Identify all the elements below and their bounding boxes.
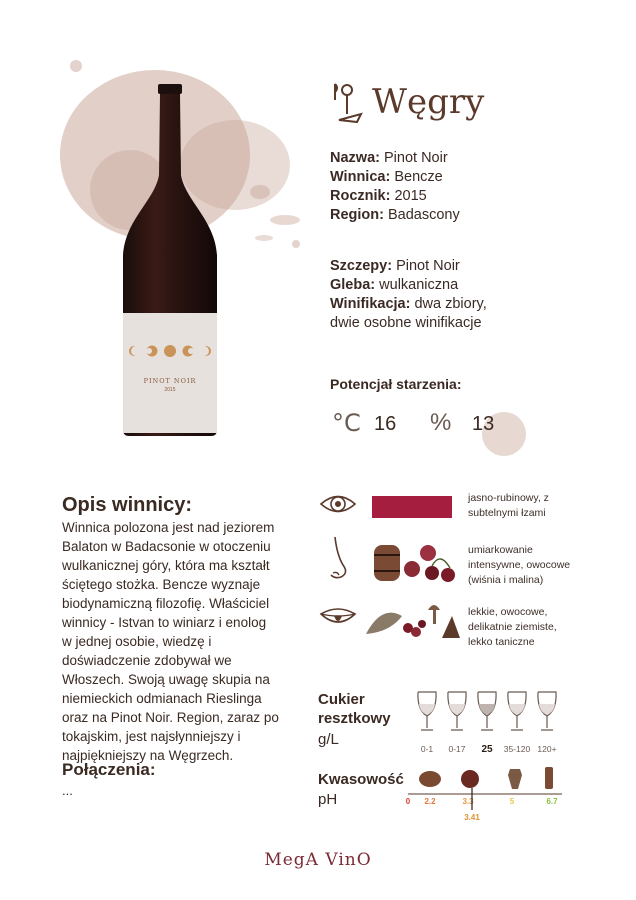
bottle-moon-phases [127,344,213,358]
winifikacja-label: Winifikacja: [330,296,411,312]
color-swatch [372,496,452,518]
alcohol-value: 13 [472,413,495,435]
mouth-icon [318,604,358,630]
brand-logo: MegA VinO [264,850,372,870]
polaczenia-value: ... [62,783,73,798]
desc-line: (wiśnia i malina) [468,574,544,586]
page-title: Węgry [372,82,485,122]
nazwa-label: Nazwa: [330,150,380,166]
acidity-tick-label: 0 [405,797,411,806]
acidity-tick-label: 3.3 [462,797,474,806]
opis-body [62,518,312,765]
desc-line: lekko taniczne [468,636,535,648]
opis-line: najpiękniejszy na Węgrzech. [62,748,234,763]
sugar-title-2: resztkowy [318,710,391,727]
gleba-label: Gleba: [330,277,376,293]
opis-line: Balaton w Badacsonie w otoczeniu [62,539,271,554]
nazwa-value: Pinot Noir [384,150,448,166]
opis-line: winnicy - Istvan to winiarz i enolog [62,615,267,630]
wine-grape-info [330,257,487,333]
rocznik-value: 2015 [394,188,427,204]
acidity-tick-label: 5 [509,797,515,806]
opis-line: Winnica polozona jest nad jeziorem [62,520,275,535]
nose-description [468,543,570,588]
acidity-title: Kwasowość [318,771,404,788]
desc-line: umiarkowanie [468,544,533,556]
bottle-label-year: 2015 [164,387,176,393]
winnica-label: Winnica: [330,169,391,185]
temperature-value: 16 [374,413,397,435]
desc-line: delikatnie ziemiste, [468,621,557,633]
opis-line: tokajskim, jest najsłynniejszy i [62,729,241,744]
acidity-scale [400,788,570,828]
acidity-value: 3.41 [464,813,480,822]
opis-line: Włoszech. Swoją uwagę skupia na [62,672,270,687]
desc-line: jasno-rubinowy, z [468,492,549,504]
opis-line: wulkanicznej góry, która ma kształt [62,558,270,573]
color-description [468,491,549,521]
winnica-value: Bencze [394,169,443,185]
opis-line: oraz na Pinot Noir. Region, zaraz po [62,710,279,725]
nose-icon [325,535,355,585]
eye-icon [318,489,358,519]
sugar-scale-label: 25 [481,744,493,755]
percent-icon: % [430,409,452,436]
sugar-scale-label: 35-120 [503,744,531,754]
aging-title: Potencjał starzenia: [330,376,462,392]
rocznik-label: Rocznik: [330,188,391,204]
desc-line: subtelnymi łzami [468,507,546,519]
sugar-title-1: Cukier [318,691,365,708]
sugar-scale-label: 0-17 [448,744,466,754]
opis-line: niemieckich odmianach Rieslinga [62,691,262,706]
szczepy-label: Szczepy: [330,258,393,274]
acidity-tick-label: 6.7 [546,797,558,806]
opis-line: biodynamiczną filozofię. Właściciel [62,596,270,611]
winifikacja-value-2: dwie osobne winifikacje [330,315,482,331]
sugar-scale [412,690,572,760]
sugar-glass-icon [415,690,439,734]
thermometer-icon: °C [332,409,361,437]
sugar-glass-icon [505,690,529,734]
region-value: Badascony [388,207,460,223]
taste-description [468,605,557,650]
desc-line: intensywne, owocowe [468,559,571,571]
bottle-label-name: PINOT NOIR [143,377,197,385]
opis-line: w jednej osobie, wiedzę i [62,634,212,649]
sugar-title [318,690,391,728]
sugar-unit: g/L [318,731,339,748]
sugar-glass-icon [445,690,469,734]
winifikacja-value: dwa zbiory, [414,296,487,312]
opis-line: doświadczenie zdobywał we [62,653,232,668]
szczepy-value: Pinot Noir [396,258,460,274]
sugar-scale-label: 120+ [537,744,557,754]
barrel-berries-icon [370,541,460,585]
acidity-tick-label: 2.2 [424,797,436,806]
polaczenia-title: Połączenia: [62,760,156,779]
leaves-mushroom-berries-icon [362,598,462,642]
acidity-unit: pH [318,791,338,808]
desc-line: lekkie, owocowe, [468,606,548,618]
sugar-glass-icon [535,690,559,734]
sugar-glass-icon [475,690,499,734]
sugar-scale-label: 0-1 [420,744,434,754]
region-label: Region: [330,207,384,223]
wine-basic-info [330,149,460,225]
opis-title: Opis winnicy: [62,494,193,516]
opis-line: ściętego stożka. Bencze wyznaje [62,577,261,592]
gleba-value: wulkaniczna [379,277,459,293]
wine-tap-icon [327,80,367,126]
wine-bottle-image [115,80,225,440]
